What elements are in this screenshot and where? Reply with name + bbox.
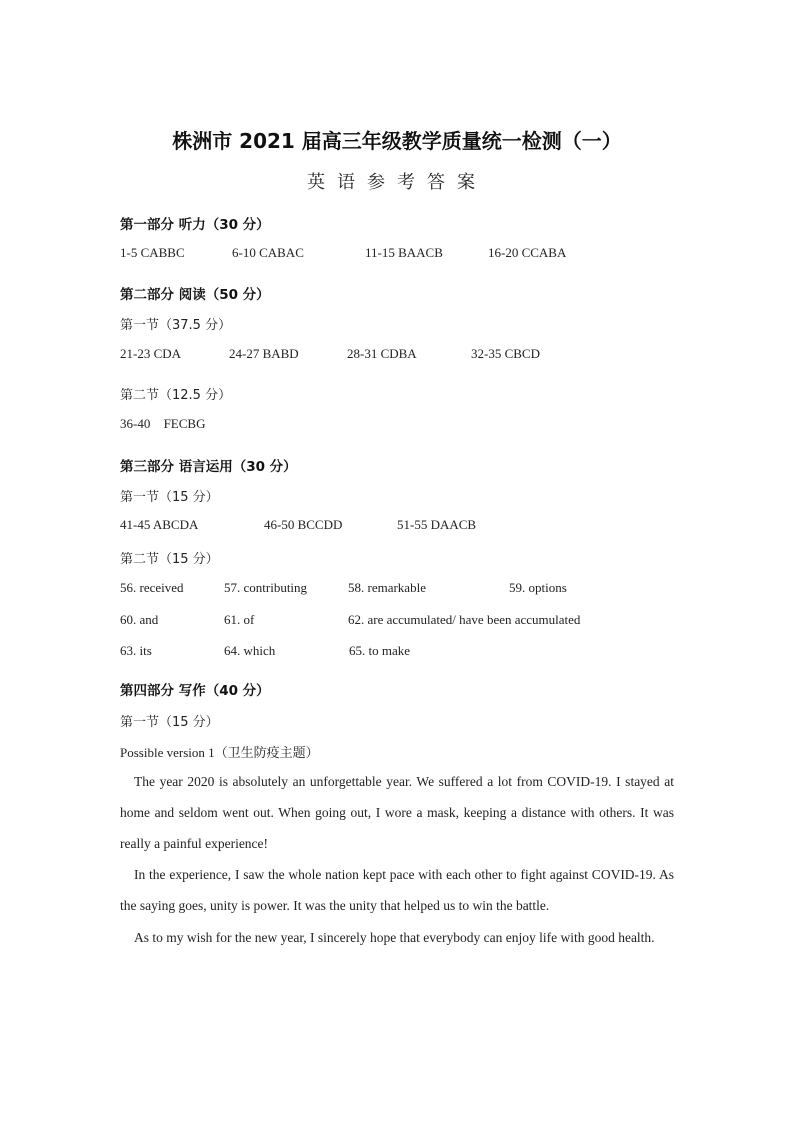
version-label: Possible version 1（卫生防疫主题）: [120, 745, 319, 760]
answer-group: 6-10 CABAC: [232, 245, 304, 260]
part2-section2-heading: 第二节（12.5 分）: [120, 388, 232, 403]
answer-group: 11-15 BAACB: [365, 245, 443, 260]
cloze-answer: 57. contributing: [224, 580, 308, 595]
page-subtitle: 英语参考答案: [307, 172, 487, 193]
essay-paragraph: The year 2020 is absolutely an unforgettable year. We suffered a lot from COVID-19. I stayed at home and seldom went out. When going out, I wore a mask, keeping a distance with others. It was really a painful experience!: [120, 774, 674, 851]
cloze-answer: 64. which: [224, 643, 276, 658]
essay-paragraph: In the experience, I saw the whole nation kept pace with each other to fight against COVID-19. As the saying goes, unity is power. It was the unity that helped us to win the battle.: [120, 867, 674, 913]
answer-group: 21-23 CDA: [120, 346, 182, 361]
answer-group: 1-5 CABBC: [120, 245, 185, 260]
part2-heading: 第二部分 阅读（50 分）: [120, 287, 270, 303]
cloze-answer: 65. to make: [349, 643, 411, 658]
cloze-answer: 61. of: [224, 612, 255, 627]
answer-group: 32-35 CBCD: [471, 346, 540, 361]
answer-group: 16-20 CCABA: [488, 245, 567, 260]
cloze-answer: 56. received: [120, 580, 184, 595]
page-title: 株洲市 2021 届高三年级教学质量统一检测（一）: [172, 129, 622, 153]
part3-heading: 第三部分 语言运用（30 分）: [120, 459, 297, 475]
cloze-answer: 60. and: [120, 612, 159, 627]
answer-group: 24-27 BABD: [229, 346, 299, 361]
essay-paragraph: As to my wish for the new year, I sincerely hope that everybody can enjoy life with good health.: [134, 930, 655, 945]
answer-group: 36-40 FECBG: [120, 416, 206, 431]
cloze-answer: 59. options: [509, 580, 567, 595]
part4-heading: 第四部分 写作（40 分）: [120, 683, 270, 699]
part3-section1-heading: 第一节（15 分）: [120, 490, 219, 505]
answer-group: 41-45 ABCDA: [120, 517, 199, 532]
answer-group: 51-55 DAACB: [397, 517, 477, 532]
part2-section1-heading: 第一节（37.5 分）: [120, 318, 232, 333]
part3-section2-heading: 第二节（15 分）: [120, 552, 219, 567]
answer-group: 46-50 BCCDD: [264, 517, 343, 532]
part4-section1-heading: 第一节（15 分）: [120, 715, 219, 730]
cloze-answer: 58. remarkable: [348, 580, 426, 595]
cloze-answer: 62. are accumulated/ have been accumulated: [348, 612, 581, 627]
part1-heading: 第一部分 听力（30 分）: [120, 217, 270, 233]
answer-group: 28-31 CDBA: [347, 346, 417, 361]
cloze-answer: 63. its: [120, 643, 152, 658]
